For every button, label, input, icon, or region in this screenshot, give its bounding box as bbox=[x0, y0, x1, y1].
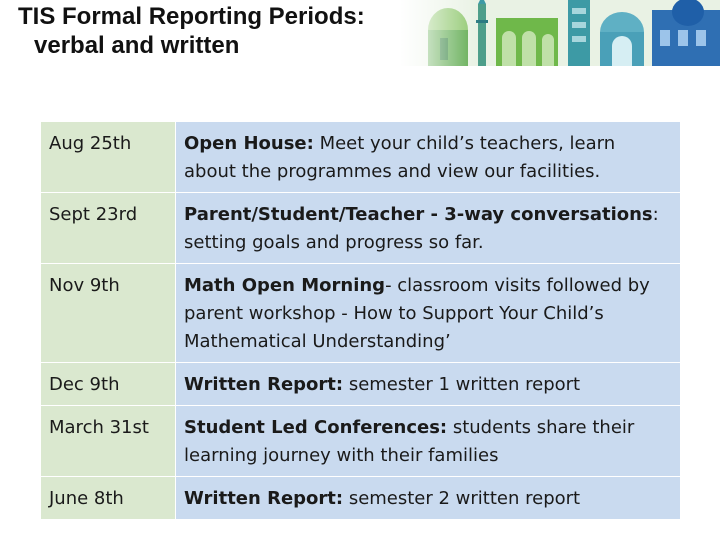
date-cell: June 8th bbox=[41, 477, 176, 520]
title-line-2: verbal and written bbox=[34, 32, 240, 59]
skyline-graphic bbox=[400, 0, 720, 66]
reporting-periods-table bbox=[40, 121, 681, 520]
event-detail: : setting goals and progress so far. bbox=[184, 204, 659, 253]
table-row bbox=[41, 363, 681, 406]
event-detail: semester 1 written report bbox=[343, 374, 581, 395]
event-detail: semester 2 written report bbox=[343, 488, 581, 509]
event-heading: Open House: bbox=[184, 133, 314, 154]
date-cell: Aug 25th bbox=[41, 122, 176, 193]
table-row bbox=[41, 406, 681, 477]
event-heading: Parent/Student/Teacher - 3-way conversations bbox=[184, 204, 653, 225]
page-title bbox=[18, 2, 365, 60]
header-banner bbox=[0, 0, 720, 66]
date-cell: March 31st bbox=[41, 406, 176, 477]
table-row bbox=[41, 193, 681, 264]
event-heading: Math Open Morning bbox=[184, 275, 386, 296]
event-heading: Written Report: bbox=[184, 374, 344, 395]
date-cell: Nov 9th bbox=[41, 264, 176, 363]
date-cell: Dec 9th bbox=[41, 363, 176, 406]
title-line-1: TIS Formal Reporting Periods: bbox=[18, 3, 365, 30]
event-cell bbox=[176, 193, 681, 264]
event-cell bbox=[176, 363, 681, 406]
event-detail: - classroom visits followed by parent workshop - How to Support Your Child’s Mathematical Understanding’ bbox=[184, 275, 650, 352]
event-cell bbox=[176, 406, 681, 477]
event-cell bbox=[176, 122, 681, 193]
event-detail: students share their learning journey with their families bbox=[184, 417, 635, 466]
event-heading: Student Led Conferences: bbox=[184, 417, 448, 438]
mosque-skyline-illustration bbox=[400, 0, 720, 66]
event-heading: Written Report: bbox=[184, 488, 344, 509]
event-detail: Meet your child’s teachers, learn about the programmes and view our facilities. bbox=[184, 133, 616, 182]
table-row bbox=[41, 122, 681, 193]
table-row bbox=[41, 264, 681, 363]
table-row bbox=[41, 477, 681, 520]
date-cell: Sept 23rd bbox=[41, 193, 176, 264]
event-cell bbox=[176, 477, 681, 520]
event-cell bbox=[176, 264, 681, 363]
